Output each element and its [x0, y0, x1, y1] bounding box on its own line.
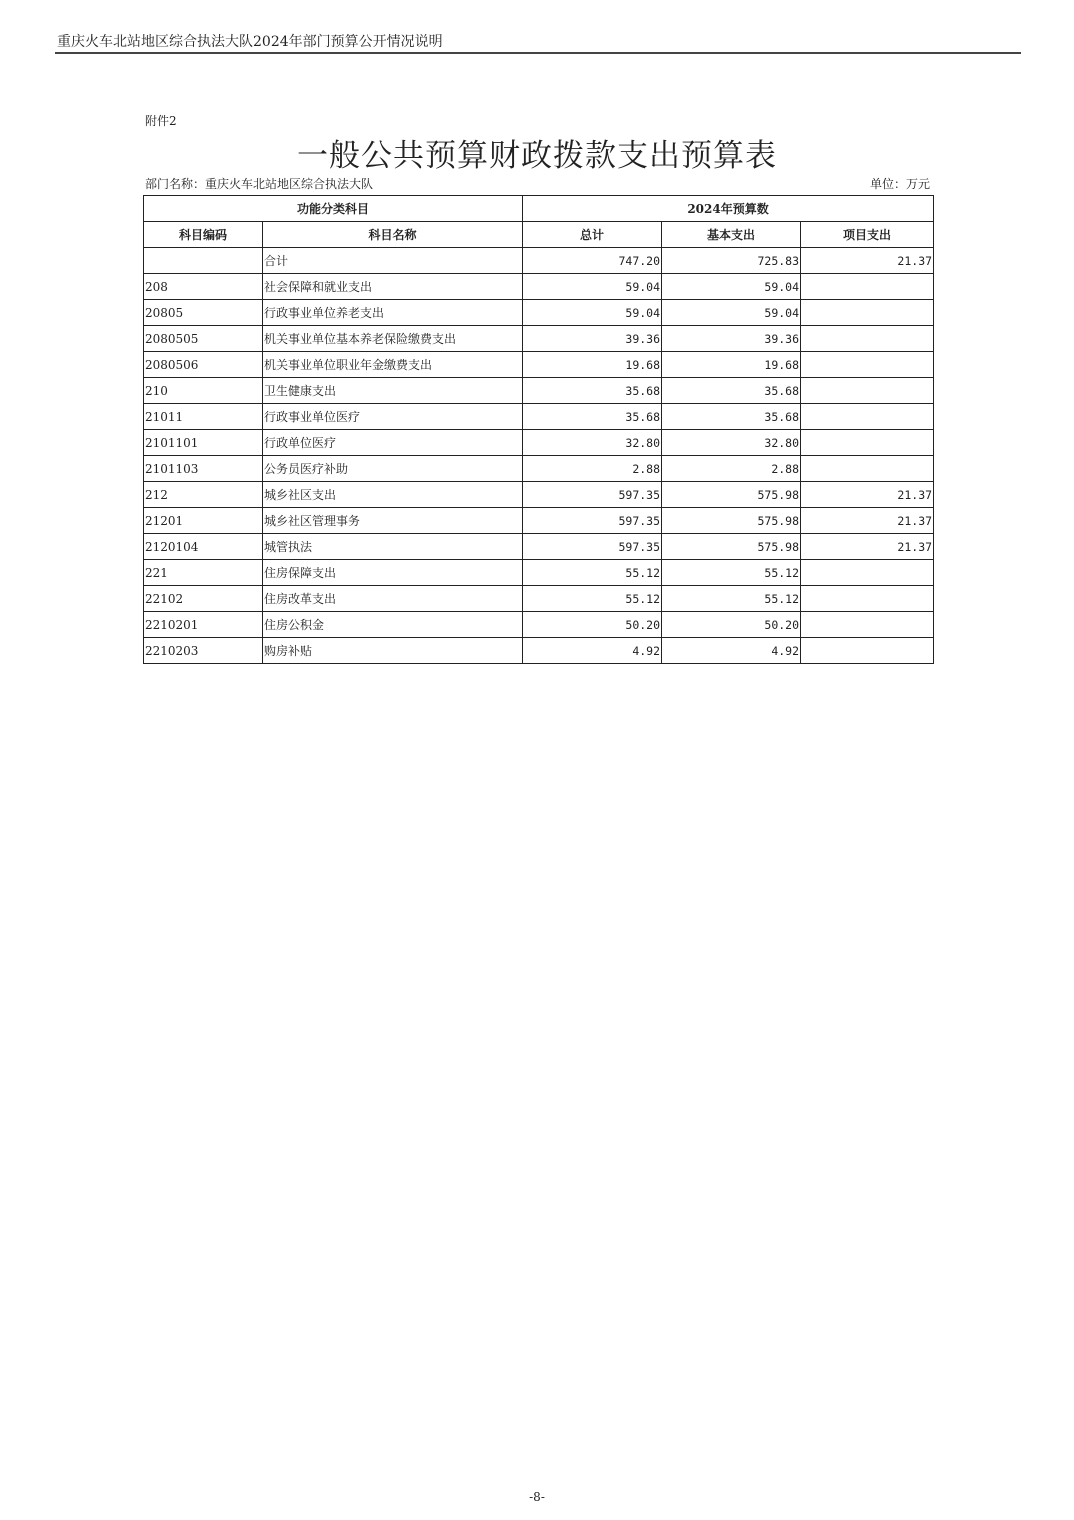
table-row [144, 586, 934, 612]
cell-name: 机关事业单位基本养老保险缴费支出 [263, 326, 523, 352]
cell-name: 行政单位医疗 [263, 430, 523, 456]
cell-name: 城管执法 [263, 534, 523, 560]
cell-code: 22102 [144, 586, 263, 612]
attachment-label: 附件2 [145, 114, 177, 128]
cell-total: 50.20 [523, 612, 662, 638]
table-row [144, 430, 934, 456]
cell-basic: 4.92 [662, 638, 801, 664]
cell-name: 城乡社区支出 [263, 482, 523, 508]
table-row [144, 534, 934, 560]
cell-basic: 39.36 [662, 326, 801, 352]
cell-total: 59.04 [523, 300, 662, 326]
cell-code: 2120104 [144, 534, 263, 560]
cell-basic: 575.98 [662, 482, 801, 508]
cell-code: 2210203 [144, 638, 263, 664]
table-row [144, 560, 934, 586]
column-header-total: 总计 [523, 222, 662, 248]
cell-total: 55.12 [523, 560, 662, 586]
cell-name: 卫生健康支出 [263, 378, 523, 404]
cell-project [801, 274, 934, 300]
cell-name: 购房补贴 [263, 638, 523, 664]
cell-basic: 32.80 [662, 430, 801, 456]
cell-name: 住房保障支出 [263, 560, 523, 586]
cell-code: 2101103 [144, 456, 263, 482]
cell-total: 35.68 [523, 404, 662, 430]
running-header-title: 重庆火车北站地区综合执法大队2024年部门预算公开情况说明 [57, 34, 443, 50]
cell-project [801, 300, 934, 326]
cell-code: 212 [144, 482, 263, 508]
cell-project [801, 326, 934, 352]
cell-total: 32.80 [523, 430, 662, 456]
cell-total: 55.12 [523, 586, 662, 612]
cell-total: 4.92 [523, 638, 662, 664]
cell-project [801, 638, 934, 664]
cell-code: 2080505 [144, 326, 263, 352]
cell-project [801, 586, 934, 612]
table-row [144, 248, 934, 274]
department-label: 部门名称：重庆火车北站地区综合执法大队 [145, 177, 374, 191]
table-row [144, 456, 934, 482]
cell-name: 住房公积金 [263, 612, 523, 638]
column-header-row [144, 222, 934, 248]
cell-project [801, 404, 934, 430]
cell-name: 行政事业单位医疗 [263, 404, 523, 430]
cell-total: 2.88 [523, 456, 662, 482]
cell-basic: 59.04 [662, 300, 801, 326]
cell-project [801, 456, 934, 482]
cell-basic: 19.68 [662, 352, 801, 378]
cell-name: 社会保障和就业支出 [263, 274, 523, 300]
table-row [144, 274, 934, 300]
cell-project [801, 352, 934, 378]
cell-code: 2101101 [144, 430, 263, 456]
column-header-project: 项目支出 [801, 222, 934, 248]
cell-basic: 55.12 [662, 560, 801, 586]
column-header-basic: 基本支出 [662, 222, 801, 248]
cell-project: 21.37 [801, 508, 934, 534]
header-divider [55, 52, 1021, 54]
cell-name: 公务员医疗补助 [263, 456, 523, 482]
cell-basic: 59.04 [662, 274, 801, 300]
cell-code: 2080506 [144, 352, 263, 378]
cell-total: 597.35 [523, 482, 662, 508]
column-header-name: 科目名称 [263, 222, 523, 248]
cell-basic: 575.98 [662, 508, 801, 534]
cell-total: 59.04 [523, 274, 662, 300]
cell-total: 747.20 [523, 248, 662, 274]
cell-code [144, 248, 263, 274]
cell-basic: 35.68 [662, 404, 801, 430]
cell-name: 合计 [263, 248, 523, 274]
cell-project [801, 612, 934, 638]
cell-project: 21.37 [801, 482, 934, 508]
table-row [144, 326, 934, 352]
page-number: -8- [529, 1490, 545, 1504]
cell-code: 20805 [144, 300, 263, 326]
cell-project: 21.37 [801, 248, 934, 274]
table-row [144, 508, 934, 534]
column-header-code: 科目编码 [144, 222, 263, 248]
budget-year-header: 2024年预算数 [523, 196, 934, 222]
cell-total: 597.35 [523, 508, 662, 534]
table-row [144, 482, 934, 508]
cell-name: 住房改革支出 [263, 586, 523, 612]
budget-table [143, 195, 934, 664]
cell-code: 21011 [144, 404, 263, 430]
cell-code: 210 [144, 378, 263, 404]
table-row [144, 300, 934, 326]
cell-basic: 55.12 [662, 586, 801, 612]
cell-basic: 50.20 [662, 612, 801, 638]
cell-code: 221 [144, 560, 263, 586]
cell-project [801, 430, 934, 456]
group-header-row [144, 196, 934, 222]
unit-label: 单位：万元 [869, 177, 930, 191]
functional-classification-header: 功能分类科目 [144, 196, 523, 222]
table-row [144, 404, 934, 430]
cell-basic: 575.98 [662, 534, 801, 560]
cell-name: 城乡社区管理事务 [263, 508, 523, 534]
table-row [144, 378, 934, 404]
cell-project [801, 560, 934, 586]
cell-total: 35.68 [523, 378, 662, 404]
cell-code: 21201 [144, 508, 263, 534]
cell-basic: 35.68 [662, 378, 801, 404]
table-row [144, 638, 934, 664]
table-row [144, 352, 934, 378]
cell-total: 597.35 [523, 534, 662, 560]
cell-code: 2210201 [144, 612, 263, 638]
cell-basic: 2.88 [662, 456, 801, 482]
cell-total: 19.68 [523, 352, 662, 378]
cell-name: 机关事业单位职业年金缴费支出 [263, 352, 523, 378]
document-title: 一般公共预算财政拨款支出预算表 [297, 138, 777, 174]
cell-project [801, 378, 934, 404]
cell-code: 208 [144, 274, 263, 300]
cell-total: 39.36 [523, 326, 662, 352]
cell-basic: 725.83 [662, 248, 801, 274]
cell-name: 行政事业单位养老支出 [263, 300, 523, 326]
table-row [144, 612, 934, 638]
cell-project: 21.37 [801, 534, 934, 560]
